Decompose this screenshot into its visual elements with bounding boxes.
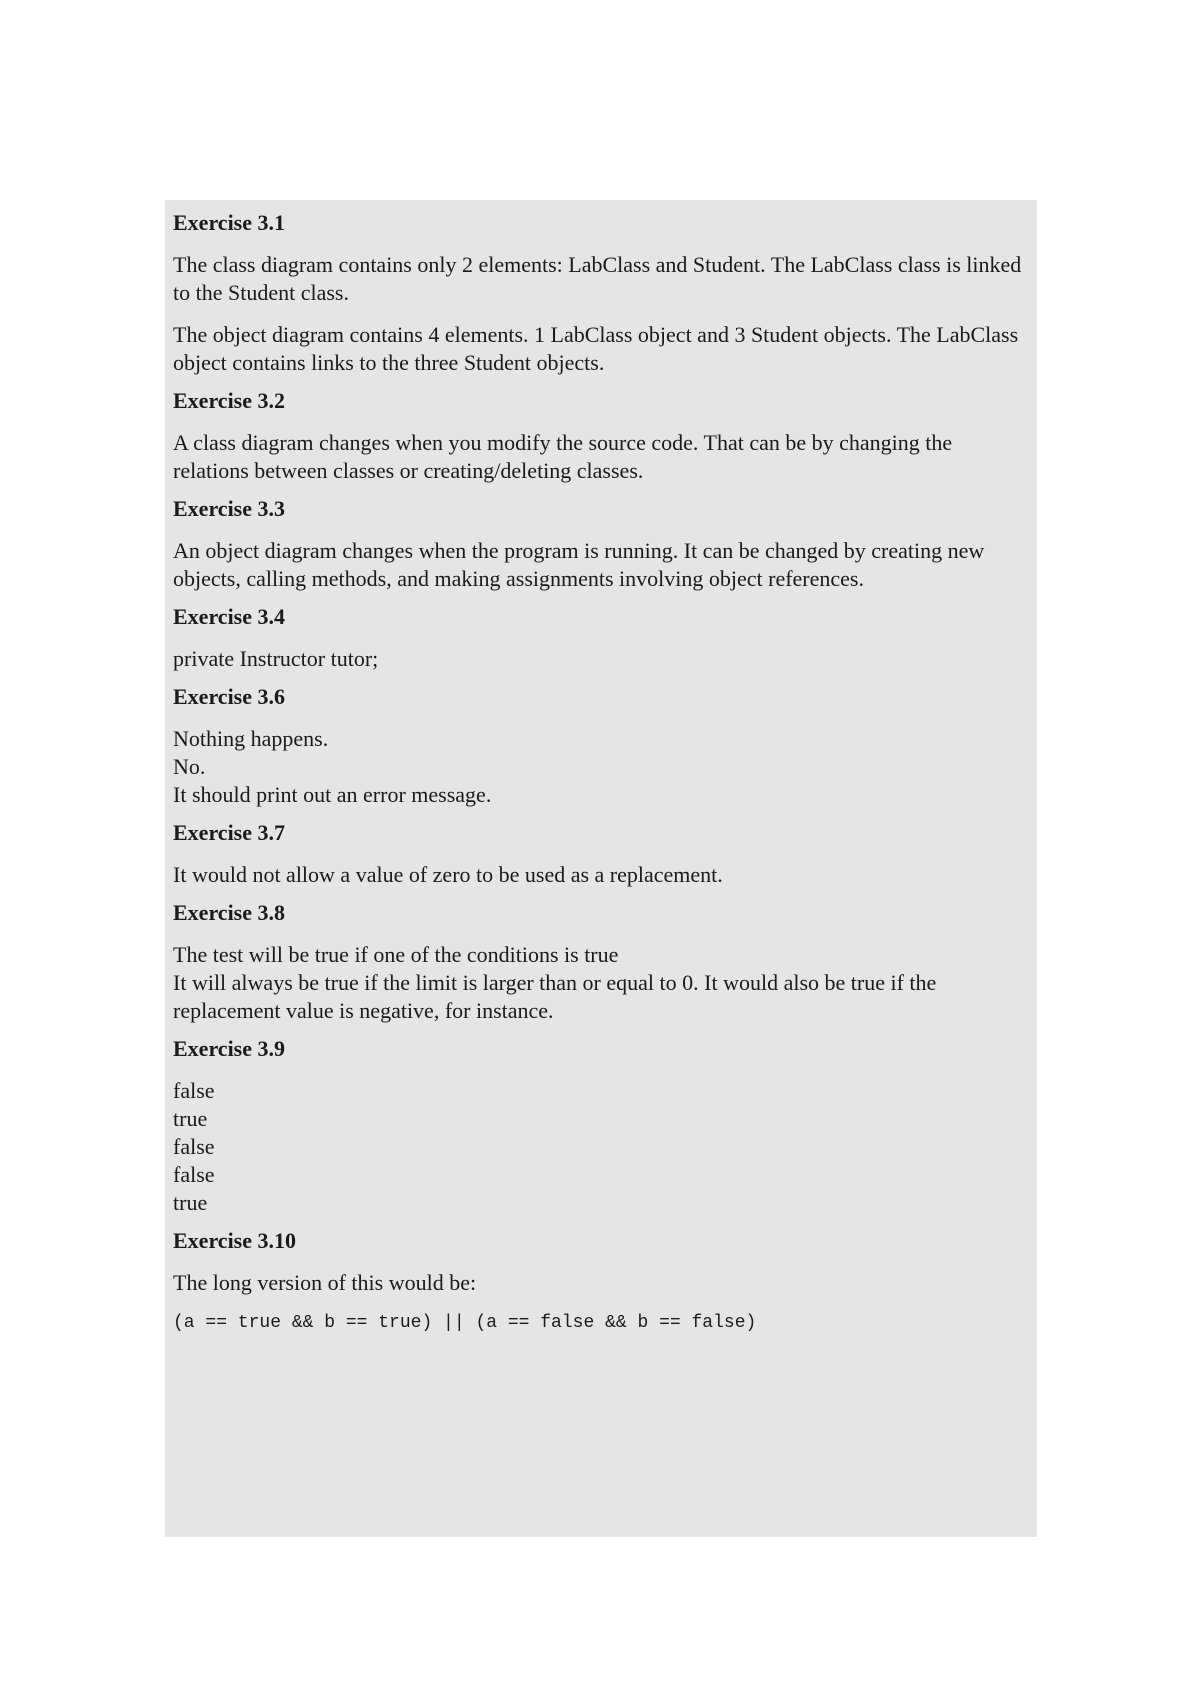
answer-paragraph [173,429,1027,485]
answer-line: An object diagram changes when the program is running. It can be changed by creating new objects, calling methods, and making assignments involving object references. [173,538,985,591]
exercise-title: Exercise 3.6 [173,684,286,709]
document-page [165,200,1037,1537]
answer-line: false [173,1078,215,1103]
exercise-3-2 [173,387,1027,485]
exercise-3-10 [173,1227,1027,1335]
answer-line: false [173,1162,215,1187]
answer-line: The class diagram contains only 2 elements: LabClass and Student. The LabClass class is linked to the Student class. [173,252,1022,305]
answer-line: private Instructor tutor; [173,646,379,671]
exercise-3-7 [173,819,1027,889]
answer-paragraph [173,941,1027,1025]
exercise-title: Exercise 3.4 [173,604,286,629]
answer-line: It should print out an error message. [173,782,492,807]
answer-line: Nothing happens. [173,726,329,751]
answer-line: It will always be true if the limit is larger than or equal to 0. It would also be true if the replacement value is negative, for instance. [173,970,937,1023]
exercise-3-4 [173,603,1027,673]
answer-line: No. [173,754,206,779]
answer-line: The object diagram contains 4 elements. 1 LabClass object and 3 Student objects. The LabClass object contains links to the three Student objects. [173,322,1019,375]
exercise-3-3 [173,495,1027,593]
answer-line: It would not allow a value of zero to be used as a replacement. [173,862,723,887]
answer-line: A class diagram changes when you modify the source code. That can be by changing the relations between classes or creating/deleting classes. [173,430,953,483]
exercise-title: Exercise 3.10 [173,1228,297,1253]
answer-paragraph [173,251,1027,307]
answer-line: true [173,1106,208,1131]
answer-line: The test will be true if one of the conditions is true [173,942,619,967]
exercise-3-6 [173,683,1027,809]
answer-paragraph [173,645,1027,673]
answer-line: The long version of this would be: [173,1270,477,1295]
answer-paragraph [173,321,1027,377]
answer-paragraph [173,1269,1027,1297]
exercise-title: Exercise 3.9 [173,1036,286,1061]
answer-paragraph [173,725,1027,809]
answer-paragraph [173,537,1027,593]
exercise-title: Exercise 3.1 [173,210,286,235]
exercise-title: Exercise 3.3 [173,496,286,521]
code-snippet: (a == true && b == true) || (a == false && b == false) [173,1313,757,1333]
exercise-title: Exercise 3.8 [173,900,286,925]
exercise-title: Exercise 3.7 [173,820,286,845]
answer-paragraph [173,1077,1027,1217]
exercise-title: Exercise 3.2 [173,388,286,413]
exercise-3-8 [173,899,1027,1025]
answer-line: true [173,1190,208,1215]
answer-line: false [173,1134,215,1159]
exercise-3-9 [173,1035,1027,1217]
exercise-3-1 [173,209,1027,377]
answer-paragraph [173,861,1027,889]
